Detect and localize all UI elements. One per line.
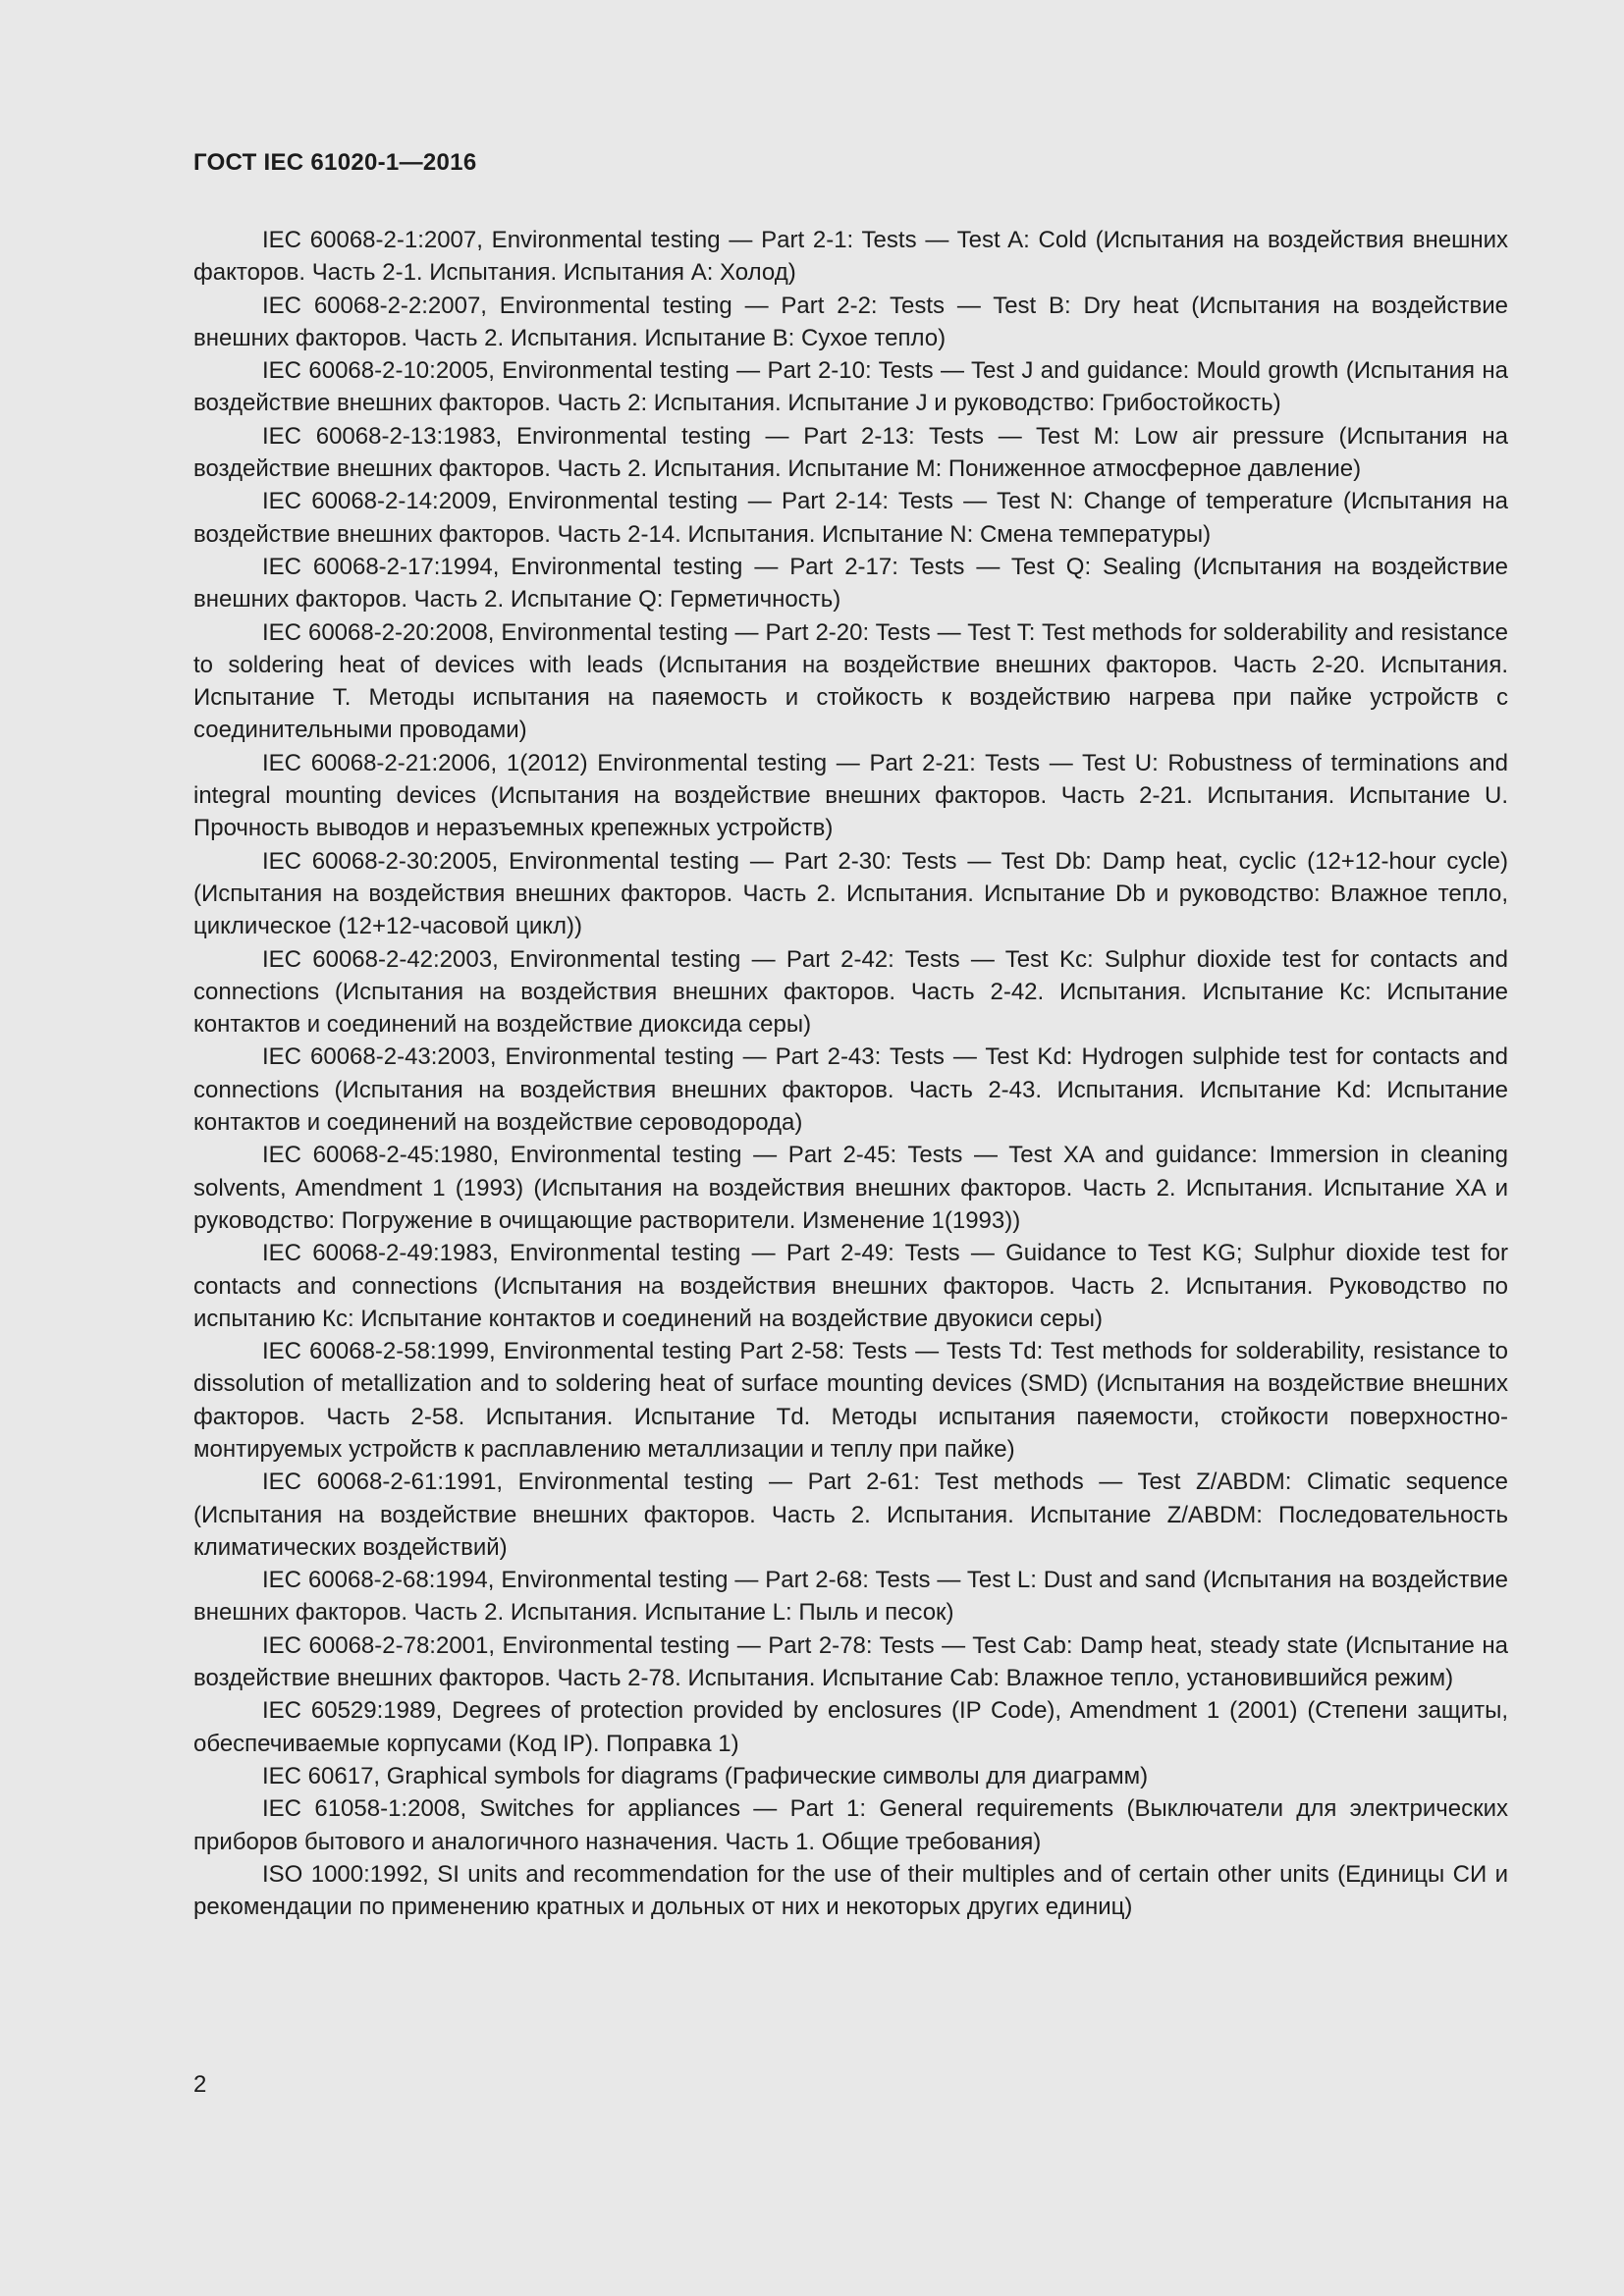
reference-item: IEC 60068-2-14:2009, Environmental testing — Part 2-14: Tests — Test N: Change of temperature (Испытания на воздействие внешних факторов. Часть 2-14. Испытания. Испытание N: Смена температуры) xyxy=(193,488,1508,548)
reference-item: IEC 60068-2-42:2003, Environmental testing — Part 2-42: Tests — Test Kc: Sulphur dioxide test for contacts and connections (Испытания на воздействия внешних факторов. Часть 2-42. Испытания. Испытание Кс: Испытание контактов и соединений на воздействие диоксида серы) xyxy=(193,945,1508,1039)
reference-item: IEC 60068-2-78:2001, Environmental testing — Part 2-78: Tests — Test Cab: Damp heat, steady state (Испытание на воздействие внешних факторов. Часть 2-78. Испытания. Испытание Cab: Влажное тепло, установившийся режим) xyxy=(193,1631,1508,1692)
document-header: ГОСТ IEC 61020-1—2016 xyxy=(193,149,477,176)
reference-item: IEC 60068-2-58:1999, Environmental testing Part 2-58: Tests — Tests Td: Test methods for solderability, resistance to dissolution of metallization and to soldering heat of surface mounting devices (SMD) (Испытания на воздействие внешних факторов. Часть 2-58. Испытания. Испытание Td. Методы испытания паяемости, стойкости поверхностно-монтируемых устройств к расплавлению металлизации и теплу при пайке) xyxy=(193,1338,1508,1463)
reference-item: IEC 60068-2-13:1983, Environmental testing — Part 2-13: Tests — Test M: Low air pressure (Испытания на воздействие внешних факторов. Часть 2. Испытания. Испытание М: Пониженное атмосферное давление) xyxy=(193,422,1508,483)
reference-item: IEC 60068-2-49:1983, Environmental testing — Part 2-49: Tests — Guidance to Test KG; Sulphur dioxide test for contacts and connections (Испытания на воздействия внешних факторов. Часть 2. Испытания. Руководство по испытанию Кс: Испытание контактов и соединений на воздействие двуокиси серы) xyxy=(193,1240,1508,1332)
reference-item: ISO 1000:1992, SI units and recommendation for the use of their multiples and of certain other units (Единицы СИ и рекомендации по применению кратных и дольных от них и некоторых других единиц) xyxy=(193,1860,1508,1921)
reference-item: IEC 60068-2-61:1991, Environmental testing — Part 2-61: Test methods — Test Z/ABDM: Climatic sequence (Испытания на воздействие внешних факторов. Часть 2. Испытания. Испытание Z/ABDM: Последовательность климатических воздействий) xyxy=(193,1468,1508,1561)
reference-item: IEC 60068-2-68:1994, Environmental testing — Part 2-68: Tests — Test L: Dust and sand (Испытания на воздействие внешних факторов. Часть 2. Испытания. Испытание L: Пыль и песок) xyxy=(193,1567,1508,1627)
reference-item: IEC 60068-2-20:2008, Environmental testing — Part 2-20: Tests — Test T: Test methods for solderability and resistance to soldering heat of devices with leads (Испытания на воздействие внешних факторов. Часть 2-20. Испытания. Испытание Т. Методы испытания на паяемость и стойкость к воздействию нагрева при пайке устройств с соединительными проводами) xyxy=(193,618,1508,744)
reference-item: IEC 60068-2-10:2005, Environmental testing — Part 2-10: Tests — Test J and guidance: Mould growth (Испытания на воздействие внешних факторов. Часть 2: Испытания. Испытание J и руководство: Грибостойкость) xyxy=(193,357,1508,417)
page-number: 2 xyxy=(193,2071,207,2098)
reference-item: IEC 60068-2-2:2007, Environmental testing — Part 2-2: Tests — Test B: Dry heat (Испытания на воздействие внешних факторов. Часть 2. Испытания. Испытание В: Сухое тепло) xyxy=(193,292,1508,351)
reference-item: IEC 60617, Graphical symbols for diagrams (Графические символы для диаграмм) xyxy=(262,1762,1149,1789)
reference-item: IEC 60068-2-21:2006, 1(2012) Environmental testing — Part 2-21: Tests — Test U: Robustness of terminations and integral mounting devices (Испытания на воздействие внешних факторов. Часть 2-21. Испытания. Испытание U. Прочность выводов и неразъемных крепежных устройств) xyxy=(193,749,1508,842)
reference-item: IEC 60068-2-45:1980, Environmental testing — Part 2-45: Tests — Test XA and guidance: Immersion in cleaning solvents, Amendment 1 (1993) (Испытания на воздействия внешних факторов. Часть 2. Испытания. Испытание XA и руководство: Погружение в очищающие растворители. Изменение 1(1993)) xyxy=(193,1142,1508,1234)
reference-item: IEC 60068-2-30:2005, Environmental testing — Part 2-30: Tests — Test Db: Damp heat, cyclic (12+12-hour cycle) (Испытания на воздействия внешних факторов. Часть 2. Испытания. Испытание Db и руководство: Влажное тепло, циклическое (12+12-часовой цикл)) xyxy=(193,847,1508,940)
reference-item: IEC 60529:1989, Degrees of protection provided by enclosures (IP Code), Amendment 1 (2001) (Степени защиты, обеспечиваемые корпусами (Код IP). Поправка 1) xyxy=(193,1697,1508,1757)
reference-item: IEC 60068-2-1:2007, Environmental testing — Part 2-1: Tests — Test A: Cold (Испытания на воздействия внешних факторов. Часть 2-1. Испытания. Испытания А: Холод) xyxy=(193,227,1508,287)
reference-item: IEC 60068-2-17:1994, Environmental testing — Part 2-17: Tests — Test Q: Sealing (Испытания на воздействие внешних факторов. Часть 2. Испытание Q: Герметичность) xyxy=(193,553,1508,614)
reference-item: IEC 60068-2-43:2003, Environmental testing — Part 2-43: Tests — Test Kd: Hydrogen sulphide test for contacts and connections (Испытания на воздействия внешних факторов. Часть 2-43. Испытания. Испытание Kd: Испытание контактов и соединений на воздействие сероводорода) xyxy=(193,1043,1508,1137)
normative-references-list xyxy=(193,224,1508,1923)
reference-item: IEC 61058-1:2008, Switches for appliances — Part 1: General requirements (Выключатели для электрических приборов бытового и аналогичного назначения. Часть 1. Общие требования) xyxy=(193,1795,1508,1855)
